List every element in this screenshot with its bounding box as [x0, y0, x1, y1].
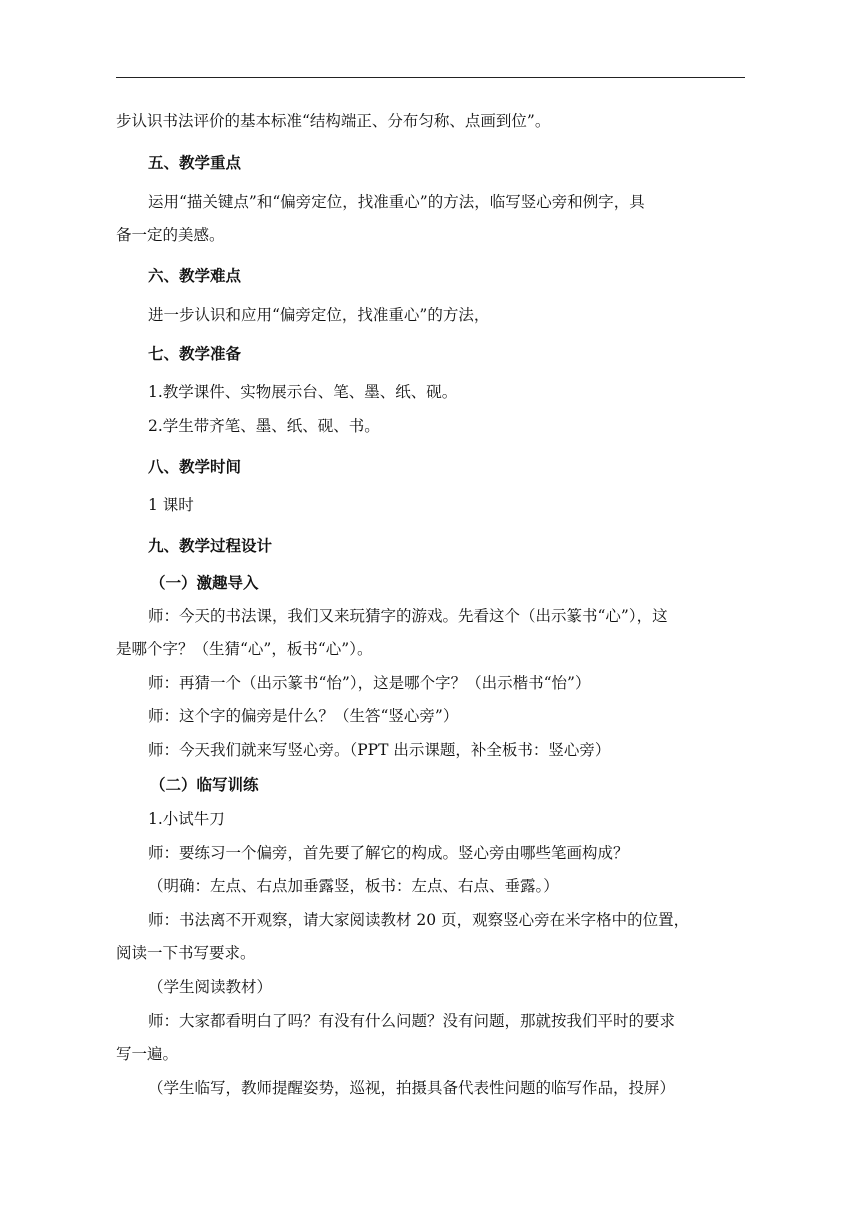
text-line: （明确：左点、右点加垂露竖，板书：左点、右点、垂露。） — [148, 877, 559, 895]
section-heading: 五、教学重点 — [148, 154, 242, 172]
text-line: 师：今天我们就来写竖心旁。（PPT 出示课题，补全板书：竖心旁） — [148, 741, 611, 759]
subsection-heading: （一）激趣导入 — [150, 574, 259, 592]
text-line: 进一步认识和应用“偏旁定位，找准重心”的方法， — [148, 306, 490, 324]
text-line: 步认识书法评价的基本标准“结构端正、分布匀称、点画到位”。 — [116, 112, 551, 130]
section-heading: 七、教学准备 — [148, 345, 242, 363]
section-heading: 八、教学时间 — [148, 458, 242, 476]
text-line: 师：今天的书法课，我们又来玩猜字的游戏。先看这个（出示篆书“心”），这 — [148, 607, 668, 625]
text-line: 师：书法离不开观察，请大家阅读教材 20 页，观察竖心旁在米字格中的位置， — [148, 911, 690, 929]
text-line: 师：这个字的偏旁是什么？（生答“竖心旁”） — [148, 707, 459, 725]
text-line: 师：大家都看明白了吗？有没有什么问题？没有问题，那就按我们平时的要求 — [148, 1012, 676, 1030]
section-heading: 九、教学过程设计 — [148, 537, 273, 555]
text-line: 2.学生带齐笔、墨、纸、砚、书。 — [148, 417, 380, 435]
text-line: 1 课时 — [148, 496, 194, 514]
text-line: 写一遍。 — [116, 1045, 179, 1063]
text-line: 1.小试牛刀 — [148, 810, 225, 828]
text-line: 阅读一下书写要求。 — [116, 944, 256, 962]
subsection-heading: （二）临写训练 — [150, 776, 259, 794]
text-line: 1.教学课件、实物展示台、笔、墨、纸、砚。 — [148, 383, 458, 401]
header-rule — [116, 77, 745, 78]
text-line: 备一定的美感。 — [116, 226, 225, 244]
text-line: 是哪个字？（生猜“心”，板书“心”）。 — [116, 640, 373, 658]
section-heading: 六、教学难点 — [148, 267, 242, 285]
text-line: （学生阅读教材） — [148, 978, 273, 996]
text-line: （学生临写，教师提醒姿势，巡视，拍摄具备代表性问题的临写作品，投屏） — [148, 1079, 676, 1097]
text-line: 运用“描关键点”和“偏旁定位，找准重心”的方法，临写竖心旁和例字，具 — [148, 193, 645, 211]
text-line: 师：要练习一个偏旁，首先要了解它的构成。竖心旁由哪些笔画构成？ — [148, 844, 629, 862]
text-line: 师：再猜一个（出示篆书“怡”），这是哪个字？（出示楷书“怡”） — [148, 674, 591, 692]
